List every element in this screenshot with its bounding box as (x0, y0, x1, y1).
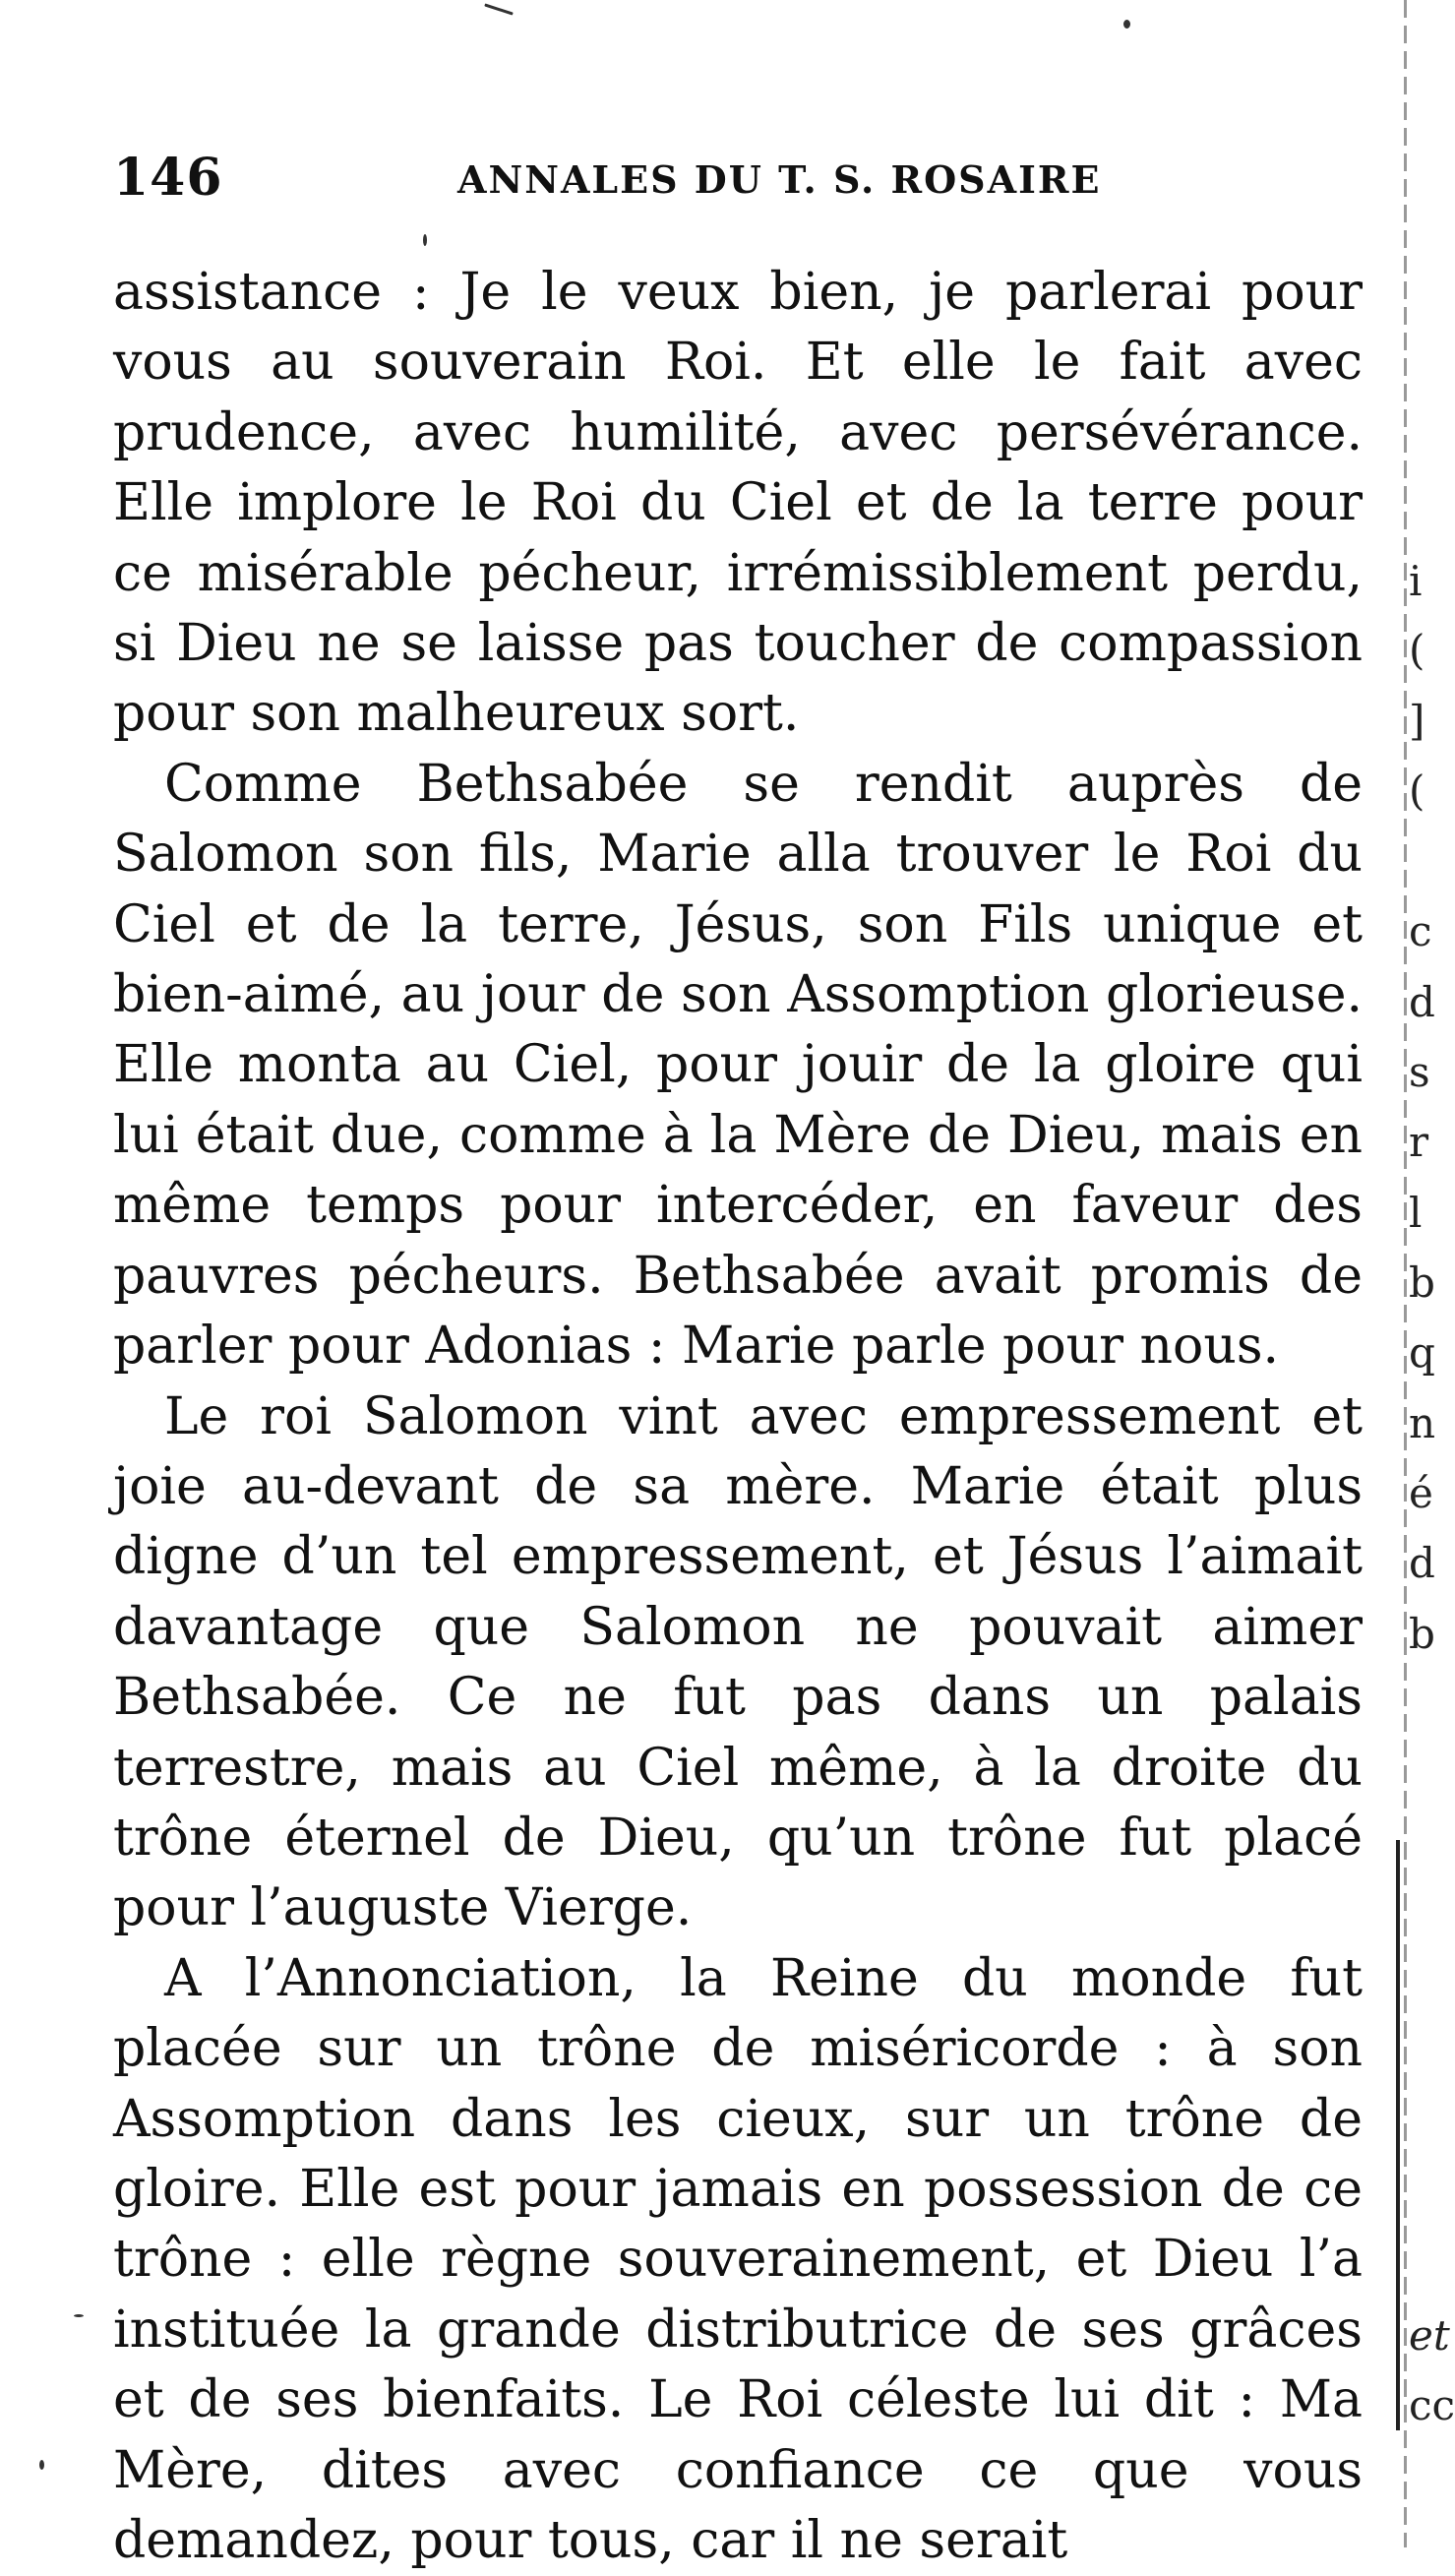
margin-fragment: b (1409, 1258, 1435, 1307)
scan-speck (423, 234, 427, 246)
running-title: ANNALES DU T. S. ROSAIRE (457, 157, 1102, 202)
margin-fragment: i (1409, 557, 1423, 605)
margin-fragment: n (1409, 1399, 1436, 1447)
margin-fragment: ( (1409, 767, 1425, 815)
paragraph-1: assistance : Je le veux bien, je parlerai pour vous au souverain Roi. Et elle le fait avec prudence, avec humilité, avec persévérance. Elle implore le Roi du Ciel et de la terre pour ce misérable pécheur, irrémissiblement perdu, si Dieu ne se laisse pas toucher de compassion pour son malheureux sort. (113, 263, 1363, 744)
margin-fragment: q (1409, 1328, 1435, 1377)
page-number: 146 (113, 148, 223, 208)
running-head (113, 148, 1363, 216)
margin-fragment: ] (1409, 697, 1425, 745)
scan-speck (1123, 20, 1130, 29)
paragraph-4: A l’Annonciation, la Reine du monde fut placée sur un trône de miséricorde : à son Assomption dans les cieux, sur un trône de gloire. Elle est pour jamais en possession de ce trône : elle règne souverainement, et Dieu l’a instituée la grande distributrice de ses grâces et de ses bienfaits. Le Roi céleste lui dit : Ma Mère, dites avec confiance ce que vous demandez, pour tous, car il ne serait (113, 1948, 1363, 2570)
margin-fragment: é (1409, 1469, 1433, 1517)
paragraph-2: Comme Bethsabée se rendit auprès de Salomon son fils, Marie alla trouver le Roi du Ciel et de la terre, Jésus, son Fils unique et bien-aimé, au jour de son Assomption glorieuse. Elle monta au Ciel, pour jouir de la gloire qui lui était due, comme à la Mère de Dieu, mais en même temps pour intercéder, en faveur des pauvres pécheurs. Bethsabée avait promis de parler pour Adonias : Marie parle pour nous. (113, 754, 1363, 1377)
scan-speck (39, 2460, 44, 2470)
margin-fragment: s (1409, 1048, 1430, 1096)
margin-fragment: b (1409, 1610, 1435, 1658)
facing-page-edge (1404, 0, 1407, 2547)
margin-fragment: d (1409, 978, 1435, 1026)
margin-fragment: r (1409, 1118, 1429, 1166)
margin-fragment: d (1409, 1539, 1435, 1587)
margin-fragment: et (1409, 2311, 1450, 2360)
scan-speck (74, 2314, 84, 2317)
margin-fragment: ( (1409, 626, 1425, 674)
margin-fragment: c (1409, 907, 1432, 955)
body-text (113, 258, 1363, 2576)
facing-page-rule (1396, 1840, 1400, 2430)
margin-fragment: l (1409, 1189, 1423, 1237)
margin-fragment: cc (1409, 2381, 1455, 2429)
scan-speck (484, 3, 513, 15)
paragraph-3: Le roi Salomon vint avec empressement et joie au-devant de sa mère. Marie était plus digne d’un tel empressement, et Jésus l’aimait davantage que Salomon ne pouvait aimer Bethsabée. Ce ne fut pas dans un palais terrestre, mais au Ciel même, à la droite du trône éternel de Dieu, qu’un trône fut placé pour l’auguste Vierge. (113, 1386, 1363, 1938)
